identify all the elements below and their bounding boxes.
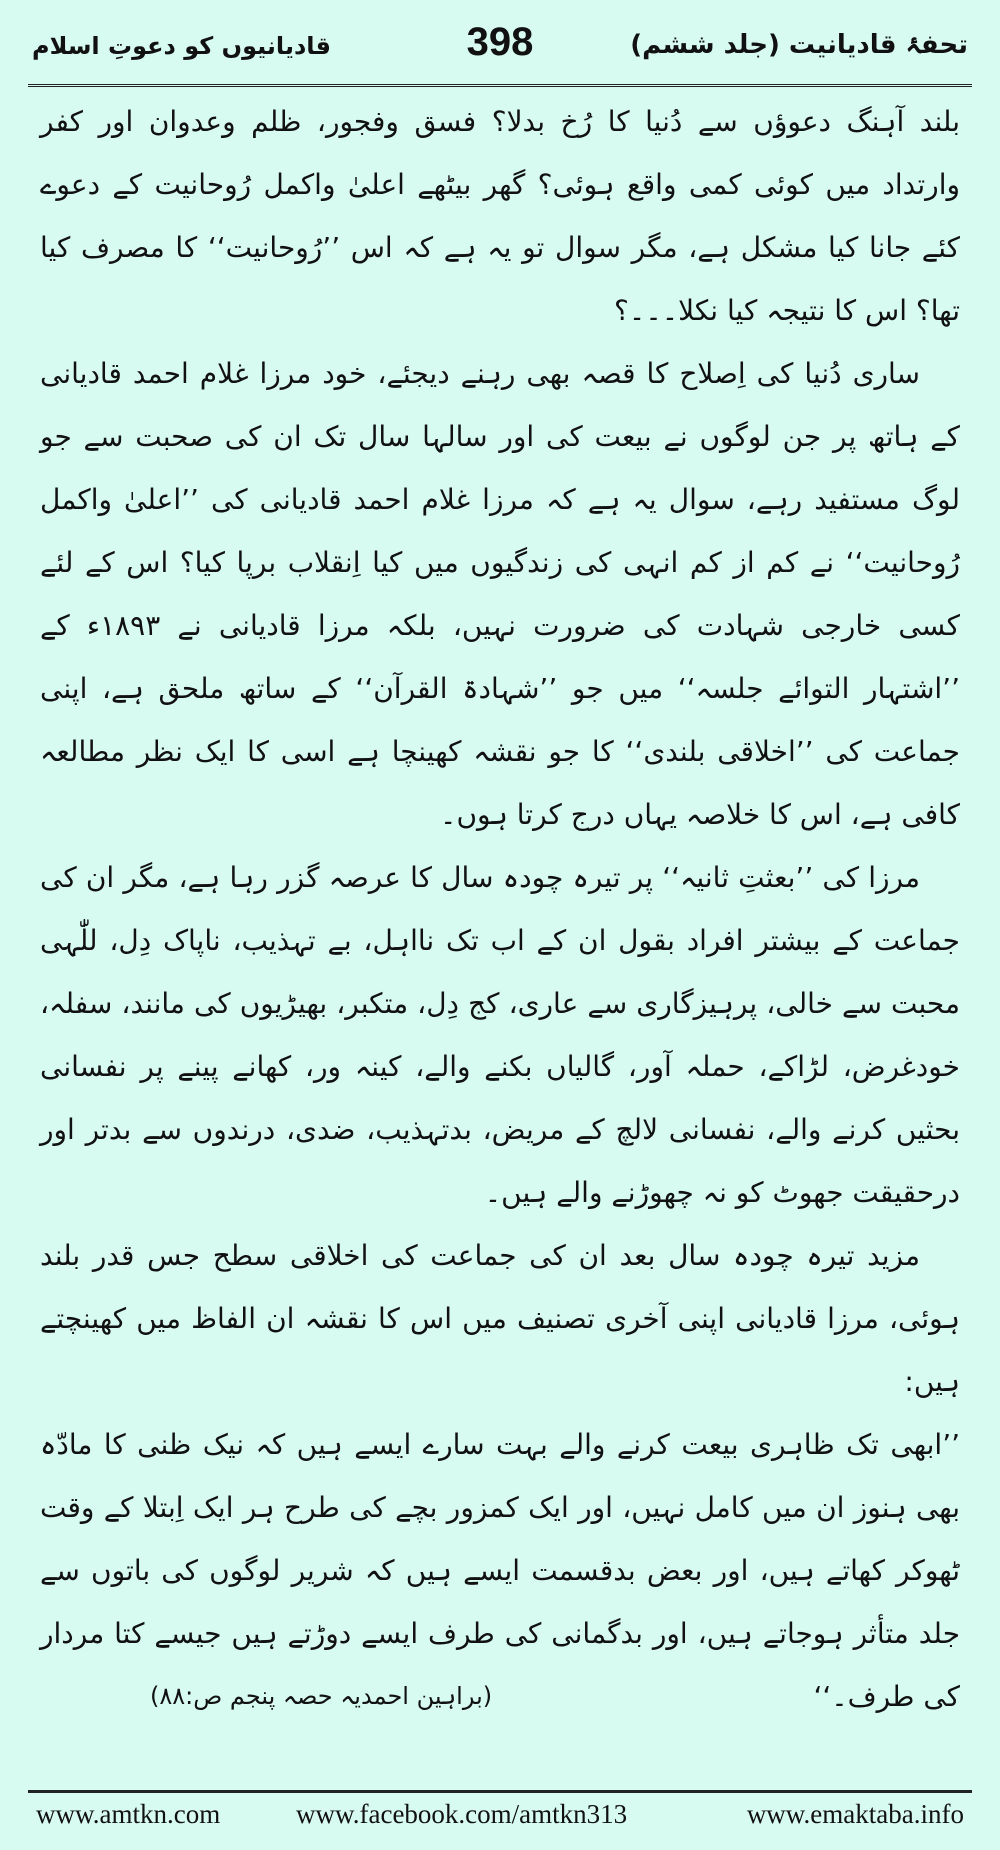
paragraph: ساری دُنیا کی اِصلاح کا قصہ بھی رہنے دیجئے، خود مرزا غلام احمد قادیانی کے ہاتھ پر جن لوگوں نے بیعت کی اور سالہا سال تک ان کی صحبت سے جو لوگ مستفید رہے، سوال یہ ہے کہ مرزا غلام احمد قادیانی کی ’’اعلیٰ واکمل رُوحانیت‘‘ نے کم از کم انہی کی زندگیوں میں کیا اِنقلاب برپا کیا؟ اس کے لئے کسی خارجی شہادت کی ضرورت نہیں، بلکہ مرزا قادیانی نے ۱۸۹۳ء کے ’’اشتہار التوائے جلسہ‘‘ میں جو ’’شہادۃ القرآن‘‘ کے ساتھ ملحق ہے، اپنی جماعت کی ’’اخلاقی بلندی‘‘ کا جو نقشہ کھینچا ہے اسی کا ایک نظر مطالعہ کافی ہے، اس کا خلاصہ یہاں درج کرتا ہوں۔ [40,357,960,831]
quote-reference: (براہین احمدیہ حصہ پنجم ص:۸۸) [150,1682,493,1710]
paragraph: مرزا کی ’’بعثتِ ثانیہ‘‘ پر تیرہ چودہ سال کا عرصہ گزر رہا ہے، مگر ان کی جماعت کے بیشتر افراد بقول ان کے اب تک نااہل، بے تہذیب، ناپاک دِل، للّٰہی محبت سے خالی، پرہیزگاری سے عاری، کج دِل، متکبر، بھیڑیوں کی مانند، سفلہ، خودغرض، لڑاکے، حملہ آور، گالیاں بکنے والے، کینہ ور، کھانے پینے پر نفسانی بحثیں کرنے والے، نفسانی لالچ کے مریض، بدتہذیب، ضدی، درندوں سے بدتر اور درحقیقت جھوٹ کو نہ چھوڑنے والے ہیں۔ [40,861,960,1209]
page-footer [28,1790,972,1843]
page-header [28,18,972,87]
footer-link-amtkn[interactable]: www.amtkn.com [36,1799,221,1829]
footer-link-facebook[interactable]: www.facebook.com/amtkn313 [296,1799,628,1829]
footer-link-emaktaba[interactable]: www.emaktaba.info [746,1799,964,1829]
book-title: تحفۂ قادیانیت (جلد ششم) [630,30,968,60]
chapter-title: قادیانیوں کو دعوتِ اسلام [32,32,331,60]
page-number: 398 [466,20,534,64]
paragraph: بلند آہنگ دعوؤں سے دُنیا کا رُخ بدلا؟ فسق وفجور، ظلم وعدوان اور کفر وارتداد میں کوئی کمی واقع ہوئی؟ گھر بیٹھے اعلیٰ واکمل رُوحانیت کے دعوے کئے جانا کیا مشکل ہے، مگر سوال تو یہ ہے کہ اس ’’رُوحانیت‘‘ کا مصرف کیا تھا؟ اس کا نتیجہ کیا نکلا۔۔۔؟ [40,105,960,327]
block-quote: ’’ابھی تک ظاہری بیعت کرنے والے بہت سارے ایسے ہیں کہ نیک ظنی کا مادّہ بھی ہنوز ان میں کامل نہیں، اور ایک کمزور بچے کی طرح ہر ایک اِبتلا کے وقت ٹھوکر کھاتے ہیں، اور بعض بدقسمت ایسے ہیں کہ شریر لوگوں کی باتوں سے جلد متأثر ہوجاتے ہیں، اور بدگمانی کی طرف ایسے دوڑتے ہیں جیسے کتا مردار کی طرف۔‘‘ [40,1428,960,1713]
paragraph: مزید تیرہ چودہ سال بعد ان کی جماعت کی اخلاقی سطح جس قدر بلند ہوئی، مرزا قادیانی اپنی آخری تصنیف میں اس کا نقشہ ان الفاظ میں کھینچتے ہیں: [40,1239,960,1398]
page-body [40,90,960,1728]
